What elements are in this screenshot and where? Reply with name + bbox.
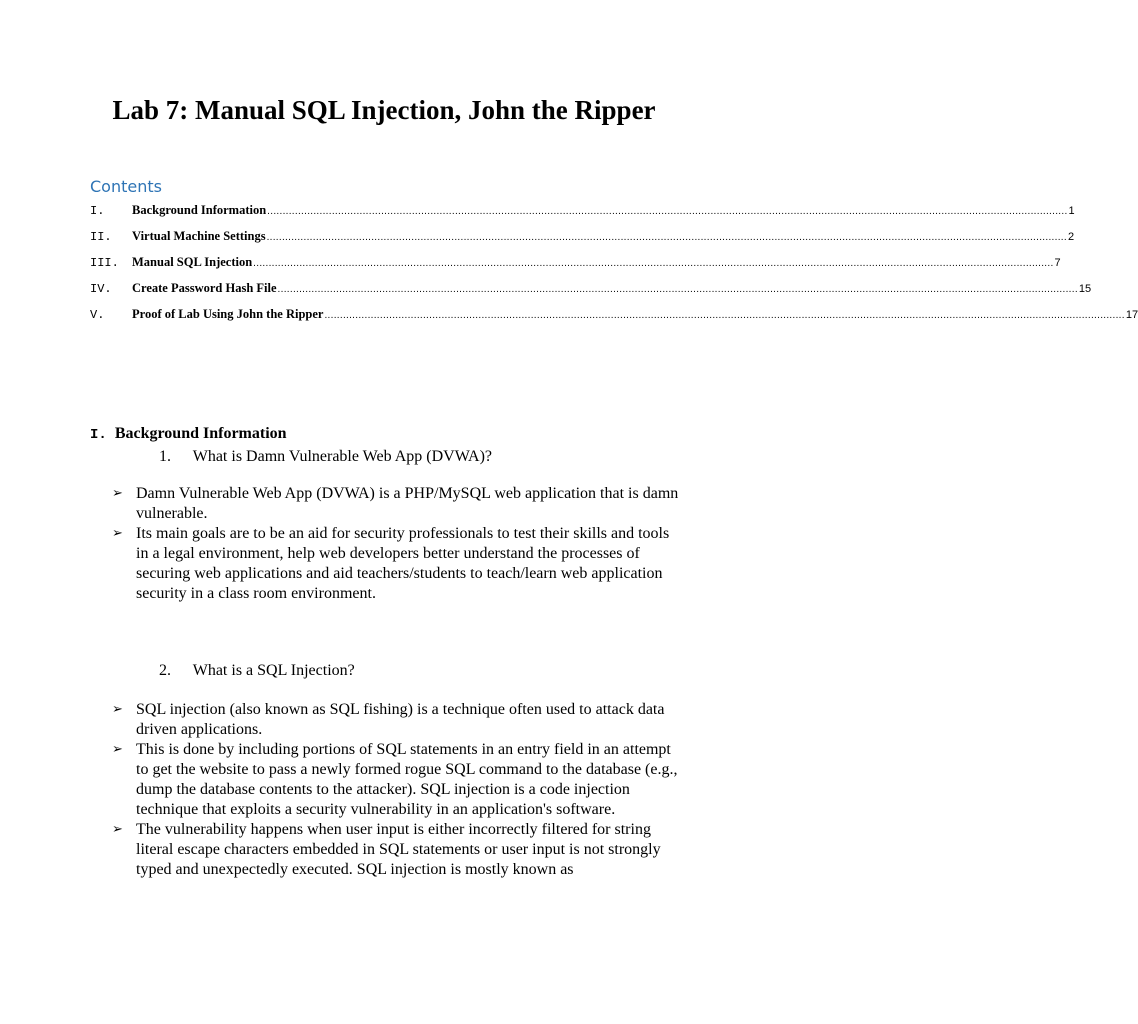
- answer-list-2: [110, 700, 680, 880]
- section-number: I.: [90, 427, 107, 443]
- toc-entry-background[interactable]: [90, 203, 1075, 229]
- section-heading: [90, 424, 287, 445]
- toc-entry-number: V.: [90, 308, 105, 322]
- bullet-text: The vulnerability happens when user input is either incorrectly filtered for string literal escape characters embedded in SQL statements or user input is not strongly typed and unexpectedly executed. SQL injection is mostly known as: [136, 821, 661, 878]
- question-text: What is a SQL Injection?: [192, 662, 355, 679]
- toc-entry-page: 1: [1068, 205, 1075, 217]
- question-2: [159, 661, 355, 681]
- toc-entry-page: 15: [1078, 283, 1092, 295]
- toc-entry-number: IV.: [90, 282, 112, 296]
- toc-entry-proof-of-lab[interactable]: [90, 307, 1138, 333]
- question-number: 2.: [159, 662, 171, 679]
- toc-leader-dots: ....................................................................................................................................................................................................................................................................: [324, 310, 1125, 321]
- page-title: Lab 7: Manual SQL Injection, John the Ripper: [112, 95, 656, 125]
- toc-entry-page: 2: [1067, 231, 1075, 243]
- toc-entry-vm-settings[interactable]: [90, 229, 1075, 255]
- toc-entry-number: II.: [90, 230, 112, 244]
- list-item: [110, 700, 680, 740]
- toc-leader-dots: ....................................................................................................................................................................................................................................................................: [266, 232, 1067, 243]
- arrowhead-bullet-icon: ➢: [112, 742, 123, 757]
- answer-list-1: [110, 484, 680, 604]
- arrowhead-bullet-icon: ➢: [112, 822, 123, 837]
- bullet-text: SQL injection (also known as SQL fishing) is a technique often used to attack data driven applications.: [136, 701, 665, 738]
- toc-leader-dots: ....................................................................................................................................................................................................................................................................: [277, 284, 1078, 295]
- list-item: [110, 820, 680, 880]
- question-number: 1.: [159, 448, 171, 465]
- toc-leader-dots: ....................................................................................................................................................................................................................................................................: [253, 258, 1054, 269]
- toc-entry-title: Background Information: [132, 203, 267, 217]
- bullet-text: Damn Vulnerable Web App (DVWA) is a PHP/MySQL web application that is damn vulnerable.: [136, 485, 679, 522]
- toc-entry-number: I.: [90, 204, 105, 218]
- arrowhead-bullet-icon: ➢: [112, 526, 123, 541]
- bullet-text: Its main goals are to be an aid for security professionals to test their skills and tools in a legal environment, help web developers better understand the processes of securing web applications and aid teachers/students to teach/learn web application security in a class room environment.: [136, 525, 670, 602]
- toc-entry-title: Manual SQL Injection: [132, 255, 253, 269]
- toc-entry-title: Proof of Lab Using John the Ripper: [132, 307, 324, 321]
- bullet-text: This is done by including portions of SQL statements in an entry field in an attempt to get the website to pass a newly formed rogue SQL command to the database (e.g., dump the database contents to the attacker). SQL injection is a code injection technique that exploits a security vulnerability in an application's software.: [136, 741, 678, 818]
- toc-entry-number: III.: [90, 256, 119, 270]
- toc-entry-page: 7: [1054, 257, 1061, 269]
- question-1: [159, 447, 492, 467]
- toc-entry-title: Create Password Hash File: [132, 281, 277, 295]
- section-title: Background Information: [114, 425, 287, 442]
- toc-entry-hash-file[interactable]: [90, 281, 1092, 307]
- question-text: What is Damn Vulnerable Web App (DVWA)?: [192, 448, 493, 465]
- arrowhead-bullet-icon: ➢: [112, 702, 123, 717]
- list-item: [110, 524, 680, 604]
- toc-leader-dots: ....................................................................................................................................................................................................................................................................: [267, 206, 1068, 217]
- contents-heading: Contents: [90, 177, 162, 196]
- table-of-contents: [90, 203, 1138, 333]
- list-item: [110, 484, 680, 524]
- toc-entry-sql-injection[interactable]: [90, 255, 1061, 281]
- toc-entry-page: 17: [1125, 309, 1138, 321]
- list-item: [110, 740, 680, 820]
- arrowhead-bullet-icon: ➢: [112, 486, 123, 501]
- toc-entry-title: Virtual Machine Settings: [132, 229, 266, 243]
